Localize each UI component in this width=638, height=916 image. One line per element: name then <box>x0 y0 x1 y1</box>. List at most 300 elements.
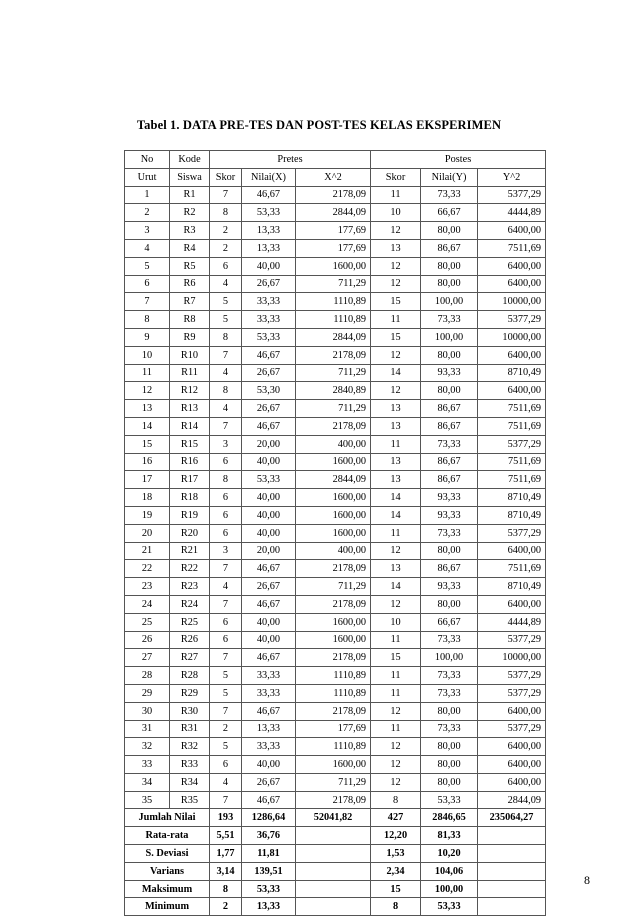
header-urut: Urut <box>125 168 170 186</box>
cell-nilai-y: 80,00 <box>421 542 478 560</box>
cell-no-urut: 30 <box>125 702 170 720</box>
cell-no-urut: 32 <box>125 738 170 756</box>
cell-nilai-x: 40,00 <box>242 506 296 524</box>
cell-skor-pre: 7 <box>210 417 242 435</box>
cell-skor-pre: 7 <box>210 346 242 364</box>
cell-x-squared: 2840,89 <box>296 382 371 400</box>
table-row <box>125 702 546 720</box>
cell-no-urut: 11 <box>125 364 170 382</box>
cell-no-urut: 7 <box>125 293 170 311</box>
cell-y-squared: 10000,00 <box>478 328 546 346</box>
cell-skor-post: 12 <box>371 702 421 720</box>
cell-nilai-y: 80,00 <box>421 702 478 720</box>
cell-no-urut: 20 <box>125 524 170 542</box>
summary-x-squared <box>296 880 371 898</box>
table-row <box>125 311 546 329</box>
cell-nilai-y: 73,33 <box>421 311 478 329</box>
cell-no-urut: 26 <box>125 631 170 649</box>
cell-kode-siswa: R20 <box>170 524 210 542</box>
cell-x-squared: 1110,89 <box>296 684 371 702</box>
cell-nilai-x: 46,67 <box>242 595 296 613</box>
table-row <box>125 346 546 364</box>
summary-label: Varians <box>125 862 210 880</box>
cell-nilai-y: 100,00 <box>421 293 478 311</box>
cell-kode-siswa: R30 <box>170 702 210 720</box>
cell-x-squared: 1600,00 <box>296 257 371 275</box>
summary-skor-pre: 193 <box>210 809 242 827</box>
cell-skor-pre: 8 <box>210 382 242 400</box>
cell-y-squared: 4444,89 <box>478 204 546 222</box>
cell-skor-pre: 5 <box>210 738 242 756</box>
cell-kode-siswa: R12 <box>170 382 210 400</box>
table-row <box>125 382 546 400</box>
cell-nilai-x: 40,00 <box>242 489 296 507</box>
cell-skor-post: 12 <box>371 222 421 240</box>
cell-y-squared: 10000,00 <box>478 649 546 667</box>
cell-no-urut: 14 <box>125 417 170 435</box>
cell-no-urut: 1 <box>125 186 170 204</box>
cell-x-squared: 711,29 <box>296 773 371 791</box>
cell-x-squared: 400,00 <box>296 435 371 453</box>
cell-kode-siswa: R2 <box>170 204 210 222</box>
cell-y-squared: 6400,00 <box>478 702 546 720</box>
cell-x-squared: 2178,09 <box>296 346 371 364</box>
cell-nilai-y: 93,33 <box>421 578 478 596</box>
cell-x-squared: 1600,00 <box>296 631 371 649</box>
table-row <box>125 364 546 382</box>
cell-x-squared: 2178,09 <box>296 791 371 809</box>
table-row <box>125 257 546 275</box>
cell-skor-post: 12 <box>371 773 421 791</box>
cell-skor-post: 13 <box>371 417 421 435</box>
header-pretes: Pretes <box>210 151 371 169</box>
cell-skor-post: 11 <box>371 186 421 204</box>
cell-skor-pre: 5 <box>210 311 242 329</box>
cell-no-urut: 9 <box>125 328 170 346</box>
cell-nilai-y: 100,00 <box>421 649 478 667</box>
table-row <box>125 435 546 453</box>
summary-skor-post: 2,34 <box>371 862 421 880</box>
cell-skor-pre: 4 <box>210 773 242 791</box>
table-row <box>125 595 546 613</box>
cell-x-squared: 2178,09 <box>296 595 371 613</box>
header-row-2 <box>125 168 546 186</box>
cell-no-urut: 10 <box>125 346 170 364</box>
cell-x-squared: 1600,00 <box>296 453 371 471</box>
header-x-squared: X^2 <box>296 168 371 186</box>
summary-skor-pre: 3,14 <box>210 862 242 880</box>
cell-y-squared: 6400,00 <box>478 773 546 791</box>
cell-nilai-x: 40,00 <box>242 613 296 631</box>
cell-nilai-x: 53,33 <box>242 204 296 222</box>
summary-skor-pre: 5,51 <box>210 827 242 845</box>
cell-x-squared: 711,29 <box>296 275 371 293</box>
cell-nilai-x: 40,00 <box>242 756 296 774</box>
cell-y-squared: 8710,49 <box>478 578 546 596</box>
cell-skor-pre: 6 <box>210 453 242 471</box>
cell-nilai-x: 13,33 <box>242 222 296 240</box>
summary-label: Minimum <box>125 898 210 916</box>
cell-y-squared: 2844,09 <box>478 791 546 809</box>
cell-no-urut: 12 <box>125 382 170 400</box>
cell-y-squared: 5377,29 <box>478 186 546 204</box>
cell-skor-post: 12 <box>371 738 421 756</box>
cell-skor-post: 14 <box>371 506 421 524</box>
cell-kode-siswa: R34 <box>170 773 210 791</box>
cell-y-squared: 8710,49 <box>478 506 546 524</box>
table-row <box>125 613 546 631</box>
cell-y-squared: 4444,89 <box>478 613 546 631</box>
cell-y-squared: 6400,00 <box>478 382 546 400</box>
summary-y-squared <box>478 862 546 880</box>
cell-skor-post: 14 <box>371 364 421 382</box>
cell-kode-siswa: R27 <box>170 649 210 667</box>
cell-no-urut: 17 <box>125 471 170 489</box>
cell-x-squared: 2178,09 <box>296 702 371 720</box>
cell-y-squared: 7511,69 <box>478 453 546 471</box>
summary-row <box>125 880 546 898</box>
cell-nilai-y: 80,00 <box>421 222 478 240</box>
cell-nilai-y: 80,00 <box>421 595 478 613</box>
summary-nilai-y: 10,20 <box>421 845 478 863</box>
cell-nilai-x: 46,67 <box>242 346 296 364</box>
table-row <box>125 578 546 596</box>
cell-nilai-y: 80,00 <box>421 257 478 275</box>
cell-kode-siswa: R32 <box>170 738 210 756</box>
cell-no-urut: 28 <box>125 667 170 685</box>
summary-row <box>125 898 546 916</box>
cell-nilai-x: 13,33 <box>242 720 296 738</box>
cell-nilai-y: 80,00 <box>421 382 478 400</box>
header-nilai-y: Nilai(Y) <box>421 168 478 186</box>
cell-kode-siswa: R3 <box>170 222 210 240</box>
cell-no-urut: 15 <box>125 435 170 453</box>
cell-y-squared: 7511,69 <box>478 417 546 435</box>
summary-nilai-y: 2846,65 <box>421 809 478 827</box>
table-body <box>125 151 546 916</box>
cell-skor-pre: 7 <box>210 186 242 204</box>
table-row <box>125 649 546 667</box>
cell-nilai-x: 26,67 <box>242 773 296 791</box>
cell-kode-siswa: R33 <box>170 756 210 774</box>
cell-nilai-x: 33,33 <box>242 667 296 685</box>
cell-skor-post: 10 <box>371 204 421 222</box>
cell-nilai-y: 86,67 <box>421 453 478 471</box>
cell-skor-pre: 7 <box>210 702 242 720</box>
summary-skor-post: 12,20 <box>371 827 421 845</box>
cell-skor-post: 12 <box>371 346 421 364</box>
cell-no-urut: 8 <box>125 311 170 329</box>
cell-nilai-x: 33,33 <box>242 311 296 329</box>
cell-nilai-y: 86,67 <box>421 400 478 418</box>
table-row <box>125 204 546 222</box>
cell-kode-siswa: R29 <box>170 684 210 702</box>
summary-skor-post: 1,53 <box>371 845 421 863</box>
cell-nilai-x: 46,67 <box>242 791 296 809</box>
cell-nilai-x: 33,33 <box>242 738 296 756</box>
cell-kode-siswa: R5 <box>170 257 210 275</box>
cell-skor-post: 15 <box>371 328 421 346</box>
cell-nilai-x: 53,33 <box>242 471 296 489</box>
cell-y-squared: 6400,00 <box>478 346 546 364</box>
cell-kode-siswa: R13 <box>170 400 210 418</box>
cell-x-squared: 711,29 <box>296 364 371 382</box>
table-row <box>125 328 546 346</box>
cell-nilai-x: 26,67 <box>242 364 296 382</box>
table-row <box>125 186 546 204</box>
cell-skor-post: 13 <box>371 400 421 418</box>
cell-nilai-y: 80,00 <box>421 773 478 791</box>
cell-nilai-x: 46,67 <box>242 560 296 578</box>
cell-nilai-x: 53,33 <box>242 328 296 346</box>
cell-kode-siswa: R10 <box>170 346 210 364</box>
cell-no-urut: 24 <box>125 595 170 613</box>
cell-nilai-x: 46,67 <box>242 702 296 720</box>
cell-nilai-x: 40,00 <box>242 453 296 471</box>
summary-x-squared <box>296 827 371 845</box>
table-row <box>125 756 546 774</box>
cell-no-urut: 35 <box>125 791 170 809</box>
summary-nilai-y: 104,06 <box>421 862 478 880</box>
cell-skor-pre: 7 <box>210 560 242 578</box>
cell-x-squared: 1110,89 <box>296 311 371 329</box>
cell-skor-pre: 4 <box>210 578 242 596</box>
cell-skor-post: 12 <box>371 756 421 774</box>
cell-x-squared: 1600,00 <box>296 489 371 507</box>
header-kode: Kode <box>170 151 210 169</box>
cell-kode-siswa: R17 <box>170 471 210 489</box>
cell-nilai-y: 93,33 <box>421 364 478 382</box>
summary-label: Maksimum <box>125 880 210 898</box>
cell-skor-pre: 6 <box>210 613 242 631</box>
table-row <box>125 684 546 702</box>
page-number: 8 <box>584 873 590 887</box>
table-row <box>125 560 546 578</box>
cell-skor-post: 12 <box>371 595 421 613</box>
cell-x-squared: 1110,89 <box>296 738 371 756</box>
header-siswa: Siswa <box>170 168 210 186</box>
table-row <box>125 506 546 524</box>
table-row <box>125 631 546 649</box>
cell-x-squared: 1110,89 <box>296 667 371 685</box>
cell-skor-post: 12 <box>371 542 421 560</box>
cell-no-urut: 2 <box>125 204 170 222</box>
cell-skor-pre: 2 <box>210 720 242 738</box>
cell-nilai-x: 13,33 <box>242 239 296 257</box>
cell-x-squared: 400,00 <box>296 542 371 560</box>
summary-nilai-x: 11,81 <box>242 845 296 863</box>
summary-y-squared: 235064,27 <box>478 809 546 827</box>
cell-kode-siswa: R4 <box>170 239 210 257</box>
summary-y-squared <box>478 845 546 863</box>
cell-kode-siswa: R18 <box>170 489 210 507</box>
cell-y-squared: 7511,69 <box>478 400 546 418</box>
cell-y-squared: 10000,00 <box>478 293 546 311</box>
header-row-1 <box>125 151 546 169</box>
cell-skor-pre: 5 <box>210 293 242 311</box>
summary-nilai-x: 13,33 <box>242 898 296 916</box>
cell-skor-pre: 6 <box>210 506 242 524</box>
summary-skor-post: 427 <box>371 809 421 827</box>
cell-skor-pre: 4 <box>210 275 242 293</box>
summary-nilai-x: 139,51 <box>242 862 296 880</box>
table-row <box>125 275 546 293</box>
cell-skor-post: 13 <box>371 471 421 489</box>
cell-no-urut: 16 <box>125 453 170 471</box>
cell-no-urut: 18 <box>125 489 170 507</box>
cell-x-squared: 1600,00 <box>296 524 371 542</box>
cell-skor-pre: 5 <box>210 684 242 702</box>
cell-kode-siswa: R23 <box>170 578 210 596</box>
header-nilai-x: Nilai(X) <box>242 168 296 186</box>
cell-no-urut: 6 <box>125 275 170 293</box>
cell-nilai-y: 86,67 <box>421 471 478 489</box>
cell-y-squared: 7511,69 <box>478 560 546 578</box>
cell-skor-post: 14 <box>371 578 421 596</box>
cell-nilai-y: 80,00 <box>421 275 478 293</box>
cell-nilai-x: 46,67 <box>242 186 296 204</box>
cell-skor-pre: 8 <box>210 471 242 489</box>
cell-skor-pre: 2 <box>210 239 242 257</box>
cell-skor-post: 13 <box>371 453 421 471</box>
cell-skor-post: 11 <box>371 720 421 738</box>
cell-no-urut: 23 <box>125 578 170 596</box>
cell-no-urut: 5 <box>125 257 170 275</box>
data-table <box>124 150 546 916</box>
cell-skor-post: 15 <box>371 293 421 311</box>
summary-skor-post: 8 <box>371 898 421 916</box>
cell-nilai-x: 20,00 <box>242 542 296 560</box>
cell-no-urut: 31 <box>125 720 170 738</box>
cell-no-urut: 34 <box>125 773 170 791</box>
cell-kode-siswa: R9 <box>170 328 210 346</box>
summary-skor-pre: 1,77 <box>210 845 242 863</box>
cell-kode-siswa: R7 <box>170 293 210 311</box>
cell-nilai-y: 86,67 <box>421 239 478 257</box>
cell-x-squared: 177,69 <box>296 222 371 240</box>
summary-label: Rata-rata <box>125 827 210 845</box>
summary-nilai-x: 36,76 <box>242 827 296 845</box>
summary-y-squared <box>478 827 546 845</box>
table-row <box>125 453 546 471</box>
table-row <box>125 400 546 418</box>
table-row <box>125 524 546 542</box>
cell-nilai-y: 66,67 <box>421 204 478 222</box>
cell-skor-post: 11 <box>371 524 421 542</box>
cell-nilai-y: 73,33 <box>421 684 478 702</box>
cell-y-squared: 7511,69 <box>478 239 546 257</box>
cell-nilai-x: 46,67 <box>242 417 296 435</box>
summary-nilai-y: 100,00 <box>421 880 478 898</box>
table-row <box>125 720 546 738</box>
cell-nilai-x: 26,67 <box>242 400 296 418</box>
cell-y-squared: 5377,29 <box>478 667 546 685</box>
cell-nilai-x: 40,00 <box>242 631 296 649</box>
cell-nilai-y: 93,33 <box>421 506 478 524</box>
header-skor-pre: Skor <box>210 168 242 186</box>
cell-x-squared: 1600,00 <box>296 756 371 774</box>
cell-nilai-x: 46,67 <box>242 649 296 667</box>
cell-skor-pre: 3 <box>210 435 242 453</box>
cell-x-squared: 2844,09 <box>296 204 371 222</box>
summary-x-squared: 52041,82 <box>296 809 371 827</box>
cell-x-squared: 1600,00 <box>296 506 371 524</box>
table-row <box>125 773 546 791</box>
cell-kode-siswa: R19 <box>170 506 210 524</box>
cell-kode-siswa: R14 <box>170 417 210 435</box>
cell-kode-siswa: R21 <box>170 542 210 560</box>
cell-skor-pre: 6 <box>210 257 242 275</box>
cell-x-squared: 1600,00 <box>296 613 371 631</box>
cell-skor-post: 12 <box>371 382 421 400</box>
cell-no-urut: 21 <box>125 542 170 560</box>
cell-skor-pre: 4 <box>210 400 242 418</box>
cell-x-squared: 2178,09 <box>296 649 371 667</box>
cell-nilai-x: 20,00 <box>242 435 296 453</box>
summary-row <box>125 862 546 880</box>
cell-no-urut: 22 <box>125 560 170 578</box>
cell-no-urut: 33 <box>125 756 170 774</box>
summary-skor-pre: 2 <box>210 898 242 916</box>
cell-kode-siswa: R16 <box>170 453 210 471</box>
table-row <box>125 667 546 685</box>
cell-skor-post: 11 <box>371 435 421 453</box>
cell-x-squared: 1110,89 <box>296 293 371 311</box>
cell-skor-pre: 4 <box>210 364 242 382</box>
cell-nilai-y: 73,33 <box>421 720 478 738</box>
cell-skor-pre: 6 <box>210 631 242 649</box>
cell-kode-siswa: R11 <box>170 364 210 382</box>
summary-nilai-y: 53,33 <box>421 898 478 916</box>
summary-nilai-x: 1286,64 <box>242 809 296 827</box>
summary-label: Jumlah Nilai <box>125 809 210 827</box>
cell-x-squared: 2844,09 <box>296 328 371 346</box>
cell-nilai-x: 40,00 <box>242 524 296 542</box>
cell-nilai-x: 40,00 <box>242 257 296 275</box>
table-row <box>125 542 546 560</box>
cell-nilai-y: 100,00 <box>421 328 478 346</box>
cell-nilai-y: 93,33 <box>421 489 478 507</box>
cell-kode-siswa: R6 <box>170 275 210 293</box>
cell-skor-post: 11 <box>371 311 421 329</box>
cell-skor-pre: 3 <box>210 542 242 560</box>
header-y-squared: Y^2 <box>478 168 546 186</box>
table-row <box>125 239 546 257</box>
cell-nilai-y: 73,33 <box>421 667 478 685</box>
cell-kode-siswa: R22 <box>170 560 210 578</box>
table-title: Tabel 1. DATA PRE-TES DAN POST-TES KELAS EKSPERIMEN <box>136 118 502 132</box>
summary-x-squared <box>296 898 371 916</box>
cell-nilai-x: 26,67 <box>242 275 296 293</box>
cell-y-squared: 6400,00 <box>478 595 546 613</box>
table-row <box>125 293 546 311</box>
cell-nilai-y: 80,00 <box>421 756 478 774</box>
summary-y-squared <box>478 880 546 898</box>
cell-skor-pre: 2 <box>210 222 242 240</box>
cell-skor-post: 12 <box>371 275 421 293</box>
cell-kode-siswa: R31 <box>170 720 210 738</box>
cell-y-squared: 5377,29 <box>478 684 546 702</box>
cell-skor-post: 11 <box>371 684 421 702</box>
cell-skor-post: 8 <box>371 791 421 809</box>
summary-nilai-y: 81,33 <box>421 827 478 845</box>
cell-y-squared: 5377,29 <box>478 720 546 738</box>
cell-nilai-y: 66,67 <box>421 613 478 631</box>
cell-kode-siswa: R25 <box>170 613 210 631</box>
cell-kode-siswa: R8 <box>170 311 210 329</box>
summary-row <box>125 827 546 845</box>
cell-x-squared: 2178,09 <box>296 186 371 204</box>
